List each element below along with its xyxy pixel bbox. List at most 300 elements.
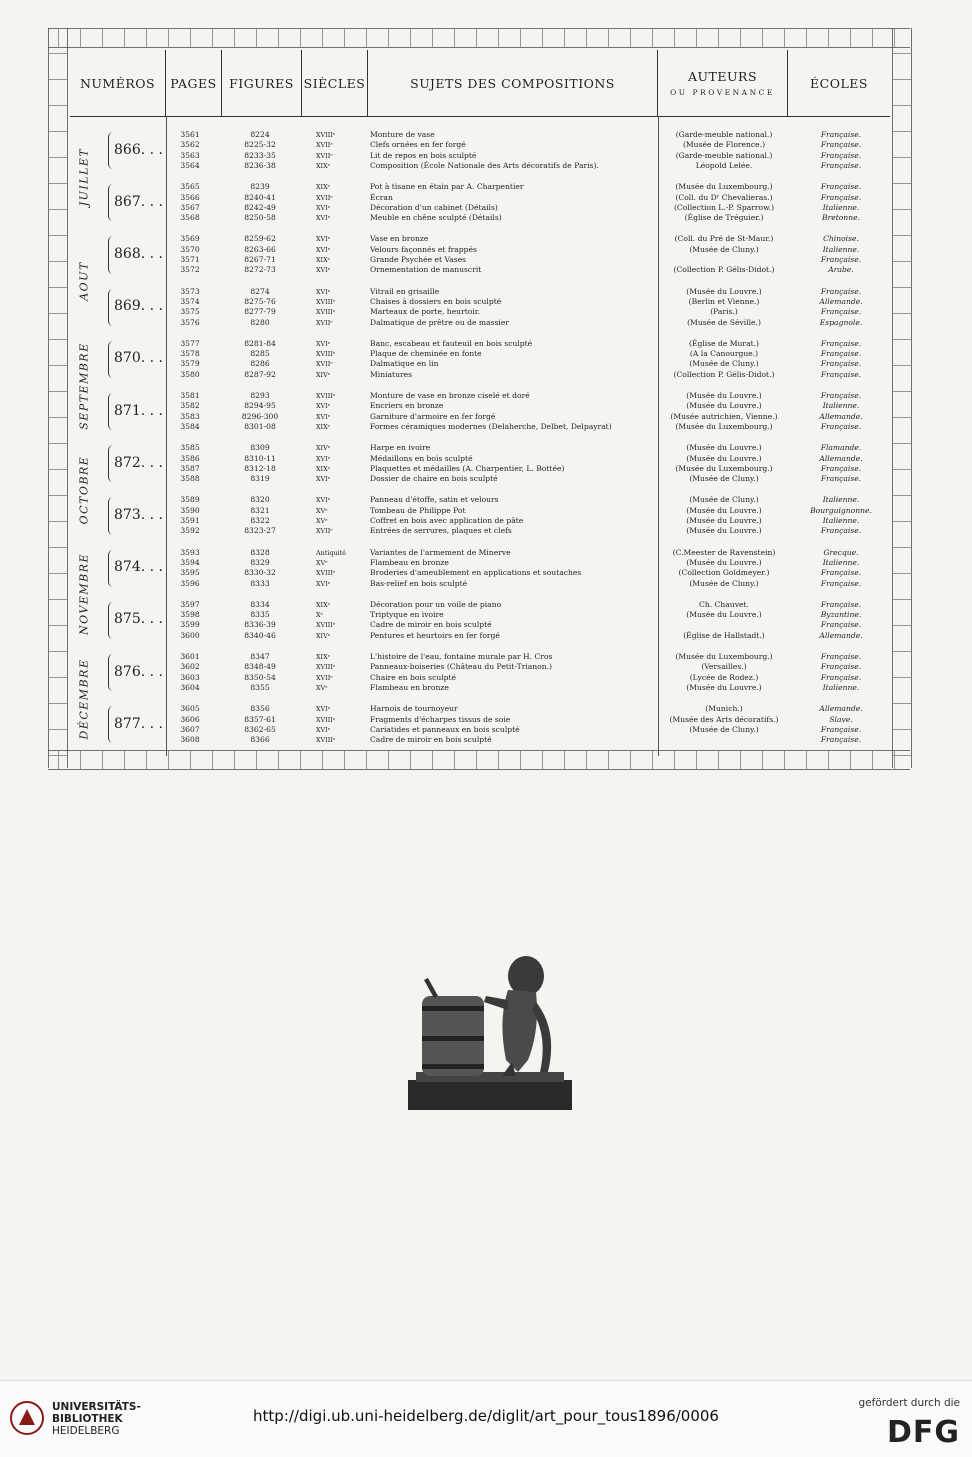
table-row [70, 464, 890, 474]
issue-number: 870. . . [114, 350, 163, 367]
century-cell: XVIᵉ [316, 245, 331, 254]
page-number-cell: 3562 [180, 140, 200, 150]
page-number-cell: 3568 [180, 213, 200, 223]
century-cell: Xᵉ [316, 611, 324, 620]
table-row [70, 401, 890, 411]
page-number-cell: 3563 [180, 150, 200, 160]
school-cell: Française. [820, 130, 862, 139]
table-row [70, 370, 890, 380]
page-number-cell: 3569 [180, 234, 200, 244]
figure-number-cell: 8310-11 [244, 453, 276, 463]
author-source-cell: (Musée du Luxembourg.) [675, 182, 773, 192]
school-cell: Française. [820, 474, 862, 484]
issue-number: 875. . . [114, 611, 163, 628]
author-source-cell: (Musée autrichien, Vienne.) [670, 411, 778, 421]
table-row [70, 443, 890, 453]
group-brace [108, 184, 115, 221]
subject-cell: Décoration d'un cabinet (Détails) [370, 202, 498, 212]
figure-number-cell: 8263-66 [244, 244, 276, 254]
century-cell: XVIᵉ [316, 287, 331, 296]
school-cell: Française. [820, 160, 862, 170]
subject-cell: Meuble en chêne sculpté (Détails) [370, 213, 502, 223]
page-number-cell: 3602 [180, 662, 200, 672]
school-cell: Française. [820, 307, 862, 317]
author-source-cell: (A la Canourgue.) [689, 349, 759, 359]
page-number-cell: 3597 [180, 599, 200, 609]
author-source-cell: (Musée du Louvre.) [686, 401, 762, 411]
school-cell: Française. [820, 349, 862, 359]
author-source-cell: (Musée de Cluny.) [689, 474, 759, 484]
figure-number-cell: 8233-35 [244, 150, 276, 160]
author-source-cell: (Église de Tréguier.) [684, 213, 764, 223]
subject-cell: Plaque de cheminée en fonte [370, 349, 482, 359]
table-row [70, 422, 890, 432]
school-cell: Allemande. [819, 453, 863, 463]
figure-number-cell: 8319 [250, 474, 270, 484]
page-number-cell: 3603 [180, 672, 200, 682]
figure-number-cell: 8334 [250, 599, 270, 609]
century-cell: XVIIᵉ [316, 193, 333, 202]
author-source-cell: (Musée des Arts décoratifs.) [669, 714, 779, 724]
century-cell: XVIᵉ [316, 705, 331, 714]
school-cell: Allemande. [819, 296, 863, 306]
subject-cell: Flambeau en bronze [370, 682, 449, 692]
century-cell: XVIIIᵉ [316, 663, 336, 672]
figure-number-cell: 8285 [250, 349, 270, 359]
school-cell: Italienne. [822, 244, 860, 254]
subject-cell: Ornementation de manuscrit [370, 265, 482, 275]
figure-number-cell: 8355 [250, 682, 270, 692]
figure-number-cell: 8236-38 [244, 160, 276, 170]
table-row [70, 412, 890, 422]
figure-number-cell: 8340-46 [244, 630, 276, 640]
header-ecoles: ÉCOLES [810, 75, 868, 91]
page-number-cell: 3577 [180, 338, 200, 348]
school-cell: Italienne. [822, 401, 860, 411]
group-brace [108, 445, 115, 482]
author-source-cell: (Coll. du Pré de St-Maur.) [674, 234, 774, 244]
author-source-cell: (Musée du Louvre.) [686, 682, 762, 692]
page-number-cell: 3599 [180, 620, 200, 630]
issue-number: 873. . . [114, 507, 163, 523]
table-row [70, 673, 890, 683]
issue-number: 876. . . [114, 663, 163, 680]
figure-number-cell: 8274 [250, 286, 270, 296]
subject-cell: Pot à tisane en étain par A. Charpentier [370, 182, 524, 192]
school-cell: Française. [820, 652, 862, 661]
century-cell: XVᵉ [316, 683, 328, 692]
page-number-cell: 3591 [180, 516, 200, 525]
subject-cell: Variantes de l'armement de Minerve [370, 547, 511, 557]
subject-cell: Clefs ornées en fer forgé [370, 140, 466, 150]
century-cell: XVIIᵉ [316, 527, 333, 536]
century-cell: XVIᵉ [316, 339, 331, 348]
table-row [70, 704, 890, 714]
century-cell: Antiquité [316, 548, 346, 557]
author-source-cell: (Musée du Luxembourg.) [675, 421, 773, 431]
school-cell: Française. [820, 568, 862, 578]
school-cell: Française. [820, 255, 862, 264]
century-cell: XVIᵉ [316, 266, 331, 275]
school-cell: Allemande. [819, 630, 863, 640]
table-row [70, 652, 890, 662]
figure-number-cell: 8350-54 [244, 672, 276, 682]
figure-number-cell: 8267-71 [244, 255, 276, 264]
table-row [70, 610, 890, 620]
school-cell: Flamande. [820, 443, 862, 453]
figure-number-cell: 8335 [250, 610, 270, 620]
century-cell: XIVᵉ [316, 444, 331, 453]
subject-cell: Dalmatique de prêtre ou de massier [370, 317, 509, 327]
page-number-cell: 3607 [180, 724, 200, 734]
group-brace [108, 550, 115, 587]
table-row [70, 735, 890, 745]
author-source-cell: Léopold Lelée. [695, 160, 753, 170]
page-number-cell: 3595 [180, 568, 200, 578]
page-number-cell: 3605 [180, 704, 200, 714]
figure-number-cell: 8301-08 [244, 421, 276, 431]
subject-cell: Velours façonnés et frappés [370, 244, 477, 254]
table-row [70, 140, 890, 150]
subject-cell: Coffret en bois avec application de pâte [370, 516, 524, 525]
school-cell: Française. [820, 140, 862, 150]
page-number-cell: 3574 [180, 296, 200, 306]
figure-number-cell: 8309 [250, 443, 270, 453]
school-cell: Française. [820, 620, 862, 630]
century-cell: XVIIIᵉ [316, 350, 336, 359]
subject-cell: Entrées de serrures, plaques et clefs [370, 526, 512, 536]
table-row [70, 349, 890, 359]
figure-number-cell: 8272-73 [244, 265, 276, 275]
century-cell: XVIIᵉ [316, 360, 333, 369]
school-cell: Française. [820, 672, 862, 682]
figure-number-cell: 8275-76 [244, 296, 276, 306]
table-row [70, 620, 890, 630]
author-source-cell: (Coll. du Dʳ Chevalieras.) [675, 192, 773, 202]
header-pages: PAGES [166, 50, 222, 116]
subject-cell: Cadre de miroir en bois sculpté [370, 735, 492, 745]
author-source-cell: (Musée de Cluny.) [689, 495, 759, 505]
page-number-cell: 3592 [180, 526, 200, 536]
century-cell: XVIᵉ [316, 579, 331, 588]
century-cell: XVᵉ [316, 517, 328, 525]
table-row [70, 548, 890, 558]
figure-number-cell: 8294-95 [244, 401, 276, 411]
group-brace [108, 654, 115, 691]
dfg-logo: DFG [886, 1415, 960, 1450]
century-cell: XVIIᵉ [316, 141, 333, 150]
subject-cell: Lit de repos en bois sculpté [370, 150, 477, 160]
subject-cell: Monture de vase en bronze ciselé et doré [370, 391, 530, 400]
figure-number-cell: 8250-58 [244, 213, 276, 223]
century-cell: XVIIIᵉ [316, 736, 336, 745]
month-label-text: NOVEMBRE [77, 553, 91, 636]
subject-cell: Composition (École Nationale des Arts décoratifs de Paris). [370, 160, 599, 170]
table-row [70, 662, 890, 672]
school-cell: Française. [820, 286, 862, 296]
figure-number-cell: 8322 [250, 516, 270, 525]
group-brace [108, 132, 115, 169]
century-cell: XVᵉ [316, 506, 328, 515]
subject-cell: Broderies d'ameublement en applications et soutaches [370, 568, 582, 578]
figure-number-cell: 8280 [250, 317, 270, 327]
page-number-cell: 3571 [180, 255, 200, 264]
page-number-cell: 3585 [180, 443, 200, 453]
century-cell: XIXᵉ [316, 422, 331, 431]
figure-number-cell: 8329 [250, 557, 270, 567]
table-row [70, 715, 890, 725]
school-cell: Byzantine. [820, 610, 862, 620]
school-cell: Française. [820, 526, 862, 536]
subject-cell: Panneaux-boiseries (Château du Petit-Trianon.) [370, 662, 553, 672]
figure-number-cell: 8323-27 [244, 526, 276, 536]
page-number-cell: 3594 [180, 557, 200, 567]
month-label-text: DÉCEMBRE [77, 658, 91, 740]
figure-number-cell: 8336-39 [244, 620, 276, 630]
table-row [70, 203, 890, 213]
subject-cell: Vase en bronze [370, 234, 429, 244]
subject-cell: Écran [370, 192, 393, 202]
school-cell: Grecque. [823, 547, 859, 557]
figure-number-cell: 8348-49 [244, 662, 276, 672]
table-row [70, 234, 890, 244]
school-cell: Française. [820, 463, 862, 473]
table-row [70, 474, 890, 484]
subject-cell: Plaquettes et médailles (A. Charpentier, L. Bottée) [370, 463, 565, 473]
page-number-cell: 3572 [180, 265, 200, 275]
issue-number: 877. . . [114, 715, 163, 732]
issue-number: 869. . . [114, 298, 163, 315]
century-cell: XVIᵉ [316, 214, 331, 223]
figure-number-cell: 8287-92 [244, 369, 276, 379]
subject-cell: Décoration pour un voile de piano [370, 599, 502, 609]
figure-number-cell: 8293 [250, 391, 270, 400]
table-row [70, 265, 890, 275]
figure-number-cell: 8259-62 [244, 234, 276, 244]
table-row [70, 631, 890, 641]
subject-cell: Garniture d'armoire en fer forgé [370, 411, 496, 421]
author-source-cell: (Église de Murat.) [688, 338, 760, 348]
table-row [70, 182, 890, 192]
school-cell: Italienne. [822, 202, 860, 212]
author-source-cell: (Collection Goldmeyer.) [678, 568, 770, 578]
century-cell: XVIIIᵉ [316, 715, 336, 724]
figure-number-cell: 8328 [250, 547, 270, 557]
header-figures: FIGURES [222, 50, 302, 116]
century-cell: XVIIIᵉ [316, 569, 336, 578]
institution-line: UNIVERSITÄTS- [52, 1401, 141, 1413]
month-label-text: OCTOBRE [77, 455, 91, 525]
school-cell: Française. [820, 735, 862, 745]
source-url-link[interactable]: http://digi.ub.uni-heidelberg.de/diglit/art_pour_tous1896/0006 [253, 1407, 719, 1425]
author-source-cell: (Musée du Louvre.) [686, 610, 762, 620]
page-number-cell: 3601 [180, 652, 200, 661]
figure-number-cell: 8347 [250, 652, 270, 661]
header-sujets: SUJETS DES COMPOSITIONS [368, 50, 658, 116]
subject-cell: Médaillons en bois sculpté [370, 453, 473, 463]
author-source-cell: (Musée de Cluny.) [689, 244, 759, 254]
school-cell: Française. [820, 192, 862, 202]
figure-number-cell: 8356 [250, 704, 270, 714]
author-source-cell: (Musée du Louvre.) [686, 453, 762, 463]
table-row [70, 568, 890, 578]
monkey-barrel-vignette-icon [408, 940, 572, 1110]
author-source-cell: (Église de Hallstadt.) [683, 630, 765, 640]
figure-number-cell: 8320 [250, 495, 270, 505]
table-header [70, 50, 890, 117]
author-source-cell: (Musée du Louvre.) [686, 516, 762, 525]
header-auteurs-sub: OU PROVENANCE [670, 88, 775, 97]
page-number-cell: 3588 [180, 474, 200, 484]
school-cell: Italienne. [822, 495, 860, 505]
school-cell: Française. [820, 150, 862, 160]
figure-number-cell: 8333 [250, 578, 270, 588]
page-number-cell: 3579 [180, 359, 200, 369]
issue-number: 872. . . [114, 454, 163, 471]
school-cell: Française. [820, 724, 862, 734]
issue-number: 867. . . [114, 193, 163, 210]
subject-cell: Panneau d'étoffe, satin et velours [370, 495, 499, 505]
table-row [70, 213, 890, 223]
century-cell: XVIᵉ [316, 235, 331, 244]
century-cell: XVIᵉ [316, 496, 331, 505]
table-row [70, 297, 890, 307]
school-cell: Française. [820, 599, 862, 609]
border-vine-top [48, 28, 910, 48]
school-cell: Allemande. [819, 704, 863, 714]
century-cell: XVIIᵉ [316, 151, 333, 160]
author-source-cell: Ch. Chauvet. [699, 599, 749, 609]
page-number-cell: 3587 [180, 463, 200, 473]
month-label-text: AOUT [77, 261, 91, 301]
author-source-cell: (Musée du Louvre.) [686, 443, 762, 453]
subject-cell: Encriers en bronze [370, 401, 444, 411]
school-cell: Française. [820, 421, 862, 431]
subject-cell: Bas-relief en bois sculpté [370, 578, 468, 588]
subject-cell: Triptyque en ivoire [370, 610, 444, 620]
century-cell: XVIIIᵉ [316, 297, 336, 306]
page-number-cell: 3567 [180, 202, 200, 212]
figure-number-cell: 8277-79 [244, 307, 276, 317]
subject-cell: Cadre de miroir en bois sculpté [370, 620, 492, 630]
issue-number: 871. . . [114, 402, 163, 419]
school-cell: Arabe. [828, 265, 854, 275]
century-cell: XVIIᵉ [316, 673, 333, 682]
page-number-cell: 3573 [180, 286, 200, 296]
subject-cell: L'histoire de l'eau, fontaine murale par H. Cros [370, 652, 553, 661]
author-source-cell: (Musée de Cluny.) [689, 578, 759, 588]
table-row [70, 600, 890, 610]
table-row [70, 161, 890, 171]
border-vine-left [48, 28, 68, 768]
page-number-cell: 3593 [180, 547, 200, 557]
school-cell: Bourguignonne. [810, 505, 872, 515]
page-number-cell: 3598 [180, 610, 200, 620]
page-number-cell: 3565 [180, 182, 200, 192]
century-cell: XIXᵉ [316, 256, 331, 264]
century-cell: XVᵉ [316, 558, 328, 567]
author-source-cell: (Collection P. Gélis-Didot.) [673, 369, 775, 379]
issue-number: 866. . . [114, 141, 163, 158]
subject-cell: Monture de vase [370, 130, 435, 139]
figure-number-cell: 8296-300 [241, 411, 279, 421]
school-cell: Française. [820, 391, 862, 400]
century-cell: XIVᵉ [316, 370, 331, 379]
school-cell: Française. [820, 182, 862, 192]
century-cell: XIXᵉ [316, 183, 331, 192]
group-brace [108, 497, 115, 534]
group-brace [108, 706, 115, 743]
subject-cell: Flambeau en bronze [370, 557, 449, 567]
page-number-cell: 3566 [180, 192, 200, 202]
page-number-cell: 3582 [180, 401, 200, 411]
century-cell: XVIᵉ [316, 475, 331, 484]
page-number-cell: 3590 [180, 505, 200, 515]
table-row [70, 193, 890, 203]
subject-cell: Dossier de chaire en bois sculpté [370, 474, 498, 484]
school-cell: Italienne. [822, 557, 860, 567]
page-number-cell: 3570 [180, 244, 200, 254]
table-row [70, 255, 890, 265]
border-vine-bottom [48, 750, 910, 770]
page-number-cell: 3581 [180, 391, 200, 400]
table-row [70, 516, 890, 526]
table-row [70, 318, 890, 328]
figure-number-cell: 8240-41 [244, 192, 276, 202]
subject-cell: Chaire en bois sculpté [370, 672, 457, 682]
author-source-cell: (Lycée de Rodez.) [689, 672, 759, 682]
school-cell: Française. [820, 359, 862, 369]
page-number-cell: 3586 [180, 453, 200, 463]
author-source-cell: (Musée du Luxembourg.) [675, 652, 773, 661]
issue-number: 874. . . [114, 559, 163, 576]
century-cell: XVIIIᵉ [316, 131, 336, 139]
figure-number-cell: 8281-84 [244, 338, 276, 348]
century-cell: XVIᵉ [316, 203, 331, 212]
century-cell: XIVᵉ [316, 631, 331, 640]
author-source-cell: (Paris.) [710, 307, 738, 317]
school-cell: Espagnole. [819, 317, 863, 327]
table-row [70, 495, 890, 505]
table-row [70, 130, 890, 140]
author-source-cell: (Musée de Séville.) [687, 317, 761, 327]
author-source-cell: (Musée du Louvre.) [686, 557, 762, 567]
school-cell: Française. [820, 662, 862, 672]
subject-cell: Pentures et heurtoirs en fer forgé [370, 630, 500, 640]
subject-cell: Grande Psychée et Vases [370, 255, 467, 264]
school-cell: Française. [820, 578, 862, 588]
century-cell: XVIIIᵉ [316, 392, 336, 400]
author-source-cell: (Collection L.-P. Sparrow.) [673, 202, 775, 212]
century-cell: XVIᵉ [316, 412, 331, 421]
table-row [70, 151, 890, 161]
table-row [70, 506, 890, 516]
school-cell: Allemande. [819, 411, 863, 421]
figure-number-cell: 8224 [250, 130, 270, 139]
school-cell: Bretonne. [821, 213, 861, 223]
figure-number-cell: 8312-18 [244, 463, 276, 473]
table-row [70, 526, 890, 536]
author-source-cell: (Musée de Cluny.) [689, 359, 759, 369]
group-brace [108, 393, 115, 430]
table-row [70, 245, 890, 255]
page-number-cell: 3608 [180, 735, 200, 745]
subject-cell: Vitrail en grisaille [370, 286, 440, 296]
month-label-text: JUILLET [77, 147, 91, 206]
border-vine-right [892, 28, 912, 768]
page-number-cell: 3606 [180, 714, 200, 724]
header-auteurs-title: AUTEURS [687, 69, 758, 84]
